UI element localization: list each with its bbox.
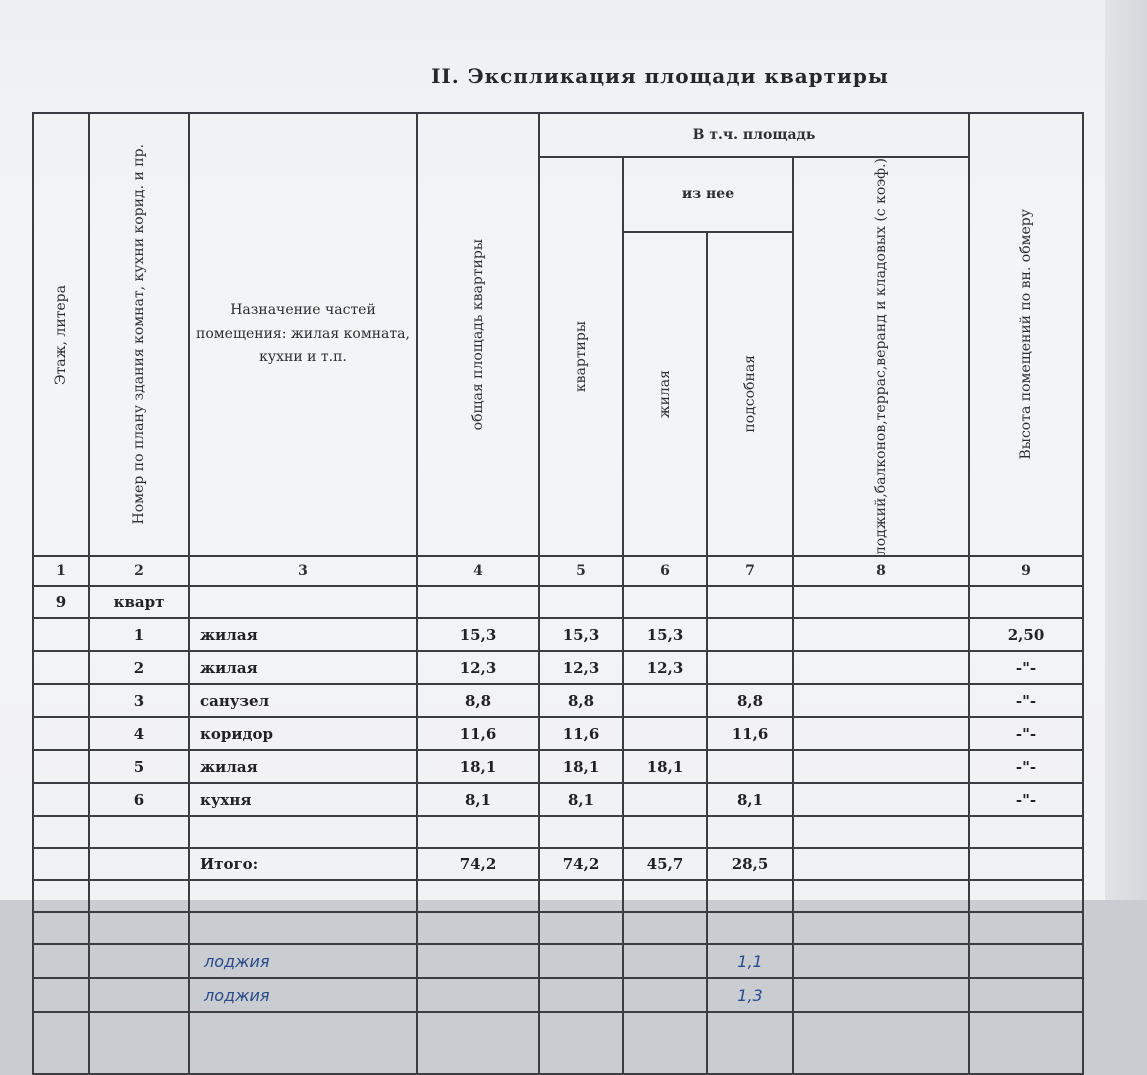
table-row [33, 750, 1083, 783]
column-number: 5 [539, 556, 623, 586]
living-area: 12,3 [623, 651, 707, 684]
room-name: жилая [189, 618, 417, 651]
totals-row [33, 848, 1083, 880]
header-group-sub: из нее [623, 157, 793, 232]
apartment-area: 12,3 [539, 651, 623, 684]
room-height: -"- [969, 717, 1083, 750]
empty-row [33, 816, 1083, 848]
auxiliary-area [707, 618, 793, 651]
explication-table [32, 112, 1084, 1075]
header-height: Высота помещений по вн. обмеру [969, 113, 1083, 556]
total-area: 8,1 [417, 783, 539, 816]
living-area [623, 684, 707, 717]
auxiliary-area: 11,6 [707, 717, 793, 750]
table-row [33, 684, 1083, 717]
header-apartment: квартиры [539, 157, 623, 556]
column-number: 7 [707, 556, 793, 586]
header-living: жилая [623, 232, 707, 556]
total-area: 12,3 [417, 651, 539, 684]
totals-auxiliary-area: 28,5 [707, 848, 793, 880]
header-total-area: общая площадь квартиры [417, 113, 539, 556]
document-title: II. Экспликация площади квартиры [431, 64, 889, 88]
loggia-area [793, 684, 969, 717]
total-area: 11,6 [417, 717, 539, 750]
room-name: коридор [189, 717, 417, 750]
apartment-area: 15,3 [539, 618, 623, 651]
totals-apartment-area: 74,2 [539, 848, 623, 880]
room-name: жилая [189, 750, 417, 783]
living-area [623, 783, 707, 816]
table-row [33, 783, 1083, 816]
header-room-number: Номер по плану здания комнат, кухни корид. и пр. [89, 113, 189, 556]
total-area: 18,1 [417, 750, 539, 783]
column-number: 6 [623, 556, 707, 586]
auxiliary-area: 8,1 [707, 783, 793, 816]
room-name: жилая [189, 651, 417, 684]
totals-label: Итого: [189, 848, 417, 880]
empty-row [33, 912, 1083, 944]
total-area: 8,8 [417, 684, 539, 717]
room-height: -"- [969, 651, 1083, 684]
handwritten-row [33, 944, 1083, 978]
room-number: 2 [89, 651, 189, 684]
floor-number: 9 [33, 586, 89, 618]
column-number: 8 [793, 556, 969, 586]
room-height: -"- [969, 783, 1083, 816]
column-number: 4 [417, 556, 539, 586]
loggia-area [793, 618, 969, 651]
floor-row [33, 586, 1083, 618]
loggia-area [793, 783, 969, 816]
total-area: 15,3 [417, 618, 539, 651]
handwritten-name: лоджия [189, 978, 417, 1012]
auxiliary-area: 8,8 [707, 684, 793, 717]
floor-label: кварт [89, 586, 189, 618]
totals-total-area: 74,2 [417, 848, 539, 880]
room-name: санузел [189, 684, 417, 717]
column-number: 9 [969, 556, 1083, 586]
column-number: 3 [189, 556, 417, 586]
room-number: 4 [89, 717, 189, 750]
column-numbers-row [33, 556, 1083, 586]
table-row [33, 618, 1083, 651]
column-number: 1 [33, 556, 89, 586]
handwritten-value: 1,3 [707, 978, 793, 1012]
header-auxiliary: подсобная [707, 232, 793, 556]
column-number: 2 [89, 556, 189, 586]
header-purpose: Назначение частей помещения: жилая комната, кухни и т.п. [189, 113, 417, 556]
handwritten-row [33, 978, 1083, 1012]
handwritten-name: лоджия [189, 944, 417, 978]
paper-edge [1105, 0, 1147, 900]
room-height: 2,50 [969, 618, 1083, 651]
loggia-area [793, 651, 969, 684]
room-height: -"- [969, 684, 1083, 717]
apartment-area: 11,6 [539, 717, 623, 750]
totals-living-area: 45,7 [623, 848, 707, 880]
living-area: 15,3 [623, 618, 707, 651]
handwritten-value: 1,1 [707, 944, 793, 978]
empty-row [33, 1012, 1083, 1074]
room-number: 3 [89, 684, 189, 717]
empty-row [33, 880, 1083, 912]
room-number: 6 [89, 783, 189, 816]
loggia-area [793, 717, 969, 750]
room-number: 5 [89, 750, 189, 783]
apartment-area: 8,1 [539, 783, 623, 816]
table-row [33, 717, 1083, 750]
room-name: кухня [189, 783, 417, 816]
header-group-area: В т.ч. площадь [539, 113, 969, 157]
table-row [33, 651, 1083, 684]
apartment-area: 18,1 [539, 750, 623, 783]
living-area [623, 717, 707, 750]
room-number: 1 [89, 618, 189, 651]
room-height: -"- [969, 750, 1083, 783]
apartment-area: 8,8 [539, 684, 623, 717]
header-floor: Этаж, литера [33, 113, 89, 556]
living-area: 18,1 [623, 750, 707, 783]
auxiliary-area [707, 750, 793, 783]
auxiliary-area [707, 651, 793, 684]
header-loggia: лоджий,балконов,террас,веранд и кладовых (с коэф.) [793, 157, 969, 556]
loggia-area [793, 750, 969, 783]
